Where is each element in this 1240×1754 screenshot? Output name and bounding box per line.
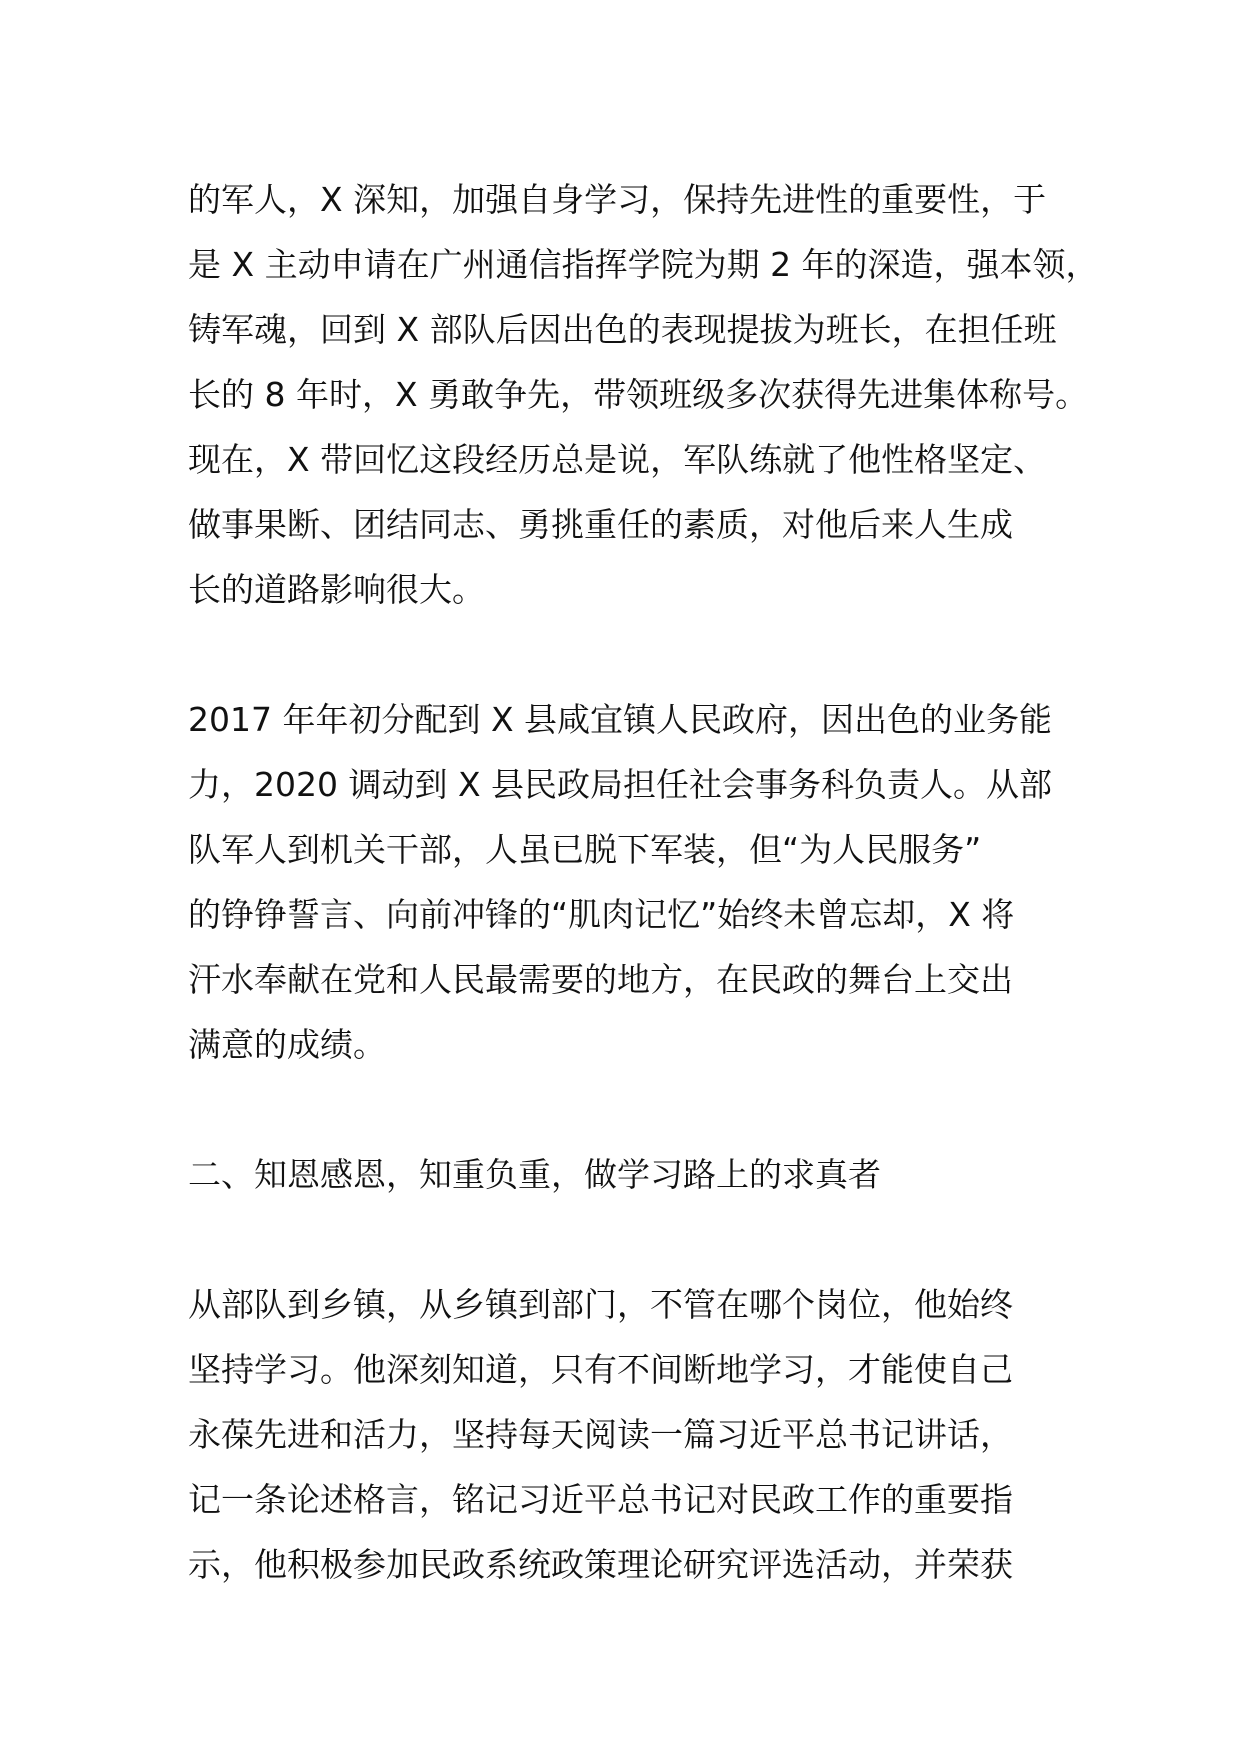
text-line: 长的 8 年时，X 勇敢争先，带领班级多次获得先进集体称号。 bbox=[188, 375, 1089, 414]
text-line: 长的道路影响很大。 bbox=[188, 570, 485, 609]
text-line: 现在，X 带回忆这段经历总是说，军队练就了他性格坚定、 bbox=[188, 440, 1047, 479]
paragraph-learning bbox=[188, 1272, 1088, 1597]
text-line: 的铮铮誓言、向前冲锋的“肌肉记忆”始终未曾忘却，X 将 bbox=[188, 895, 1015, 934]
text-line: 力，2020 调动到 X 县民政局担任社会事务科负责人。从部 bbox=[188, 765, 1053, 804]
text-line: 铸军魂，回到 X 部队后因出色的表现提拔为班长，在担任班 bbox=[188, 310, 1057, 349]
text-line: 示，他积极参加民政系统政策理论研究评选活动，并荣获 bbox=[188, 1545, 1013, 1584]
paragraph-spacer bbox=[188, 1077, 1088, 1142]
paragraph-civil-affairs-career bbox=[188, 687, 1088, 1077]
text-line: 做事果断、团结同志、勇挑重任的素质，对他后来人生成 bbox=[188, 505, 1013, 544]
text-line: 满意的成绩。 bbox=[188, 1025, 386, 1064]
text-line: 记一条论述格言，铭记习近平总书记对民政工作的重要指 bbox=[188, 1480, 1013, 1519]
paragraph-military-experience bbox=[188, 167, 1099, 622]
paragraph-spacer bbox=[188, 1207, 1088, 1272]
section-heading: 二、知恩感恩，知重负重，做学习路上的求真者 bbox=[188, 1155, 881, 1194]
text-line: 2017 年年初分配到 X 县咸宜镇人民政府，因出色的业务能 bbox=[188, 700, 1053, 739]
text-line: 队军人到机关干部，人虽已脱下军装，但“为人民服务” bbox=[188, 830, 982, 869]
paragraph-spacer bbox=[188, 622, 1088, 687]
text-line: 永葆先进和活力，坚持每天阅读一篇习近平总书记讲话， bbox=[188, 1415, 1013, 1454]
text-line: 是 X 主动申请在广州通信指挥学院为期 2 年的深造，强本领， bbox=[188, 245, 1099, 284]
text-line: 从部队到乡镇，从乡镇到部门，不管在哪个岗位，他始终 bbox=[188, 1285, 1013, 1324]
text-line: 坚持学习。他深刻知道，只有不间断地学习，才能使自己 bbox=[188, 1350, 1013, 1389]
text-line: 的军人，X 深知，加强自身学习，保持先进性的重要性，于 bbox=[188, 180, 1047, 219]
document-body bbox=[188, 167, 1099, 1597]
text-line: 汗水奉献在党和人民最需要的地方，在民政的舞台上交出 bbox=[188, 960, 1013, 999]
